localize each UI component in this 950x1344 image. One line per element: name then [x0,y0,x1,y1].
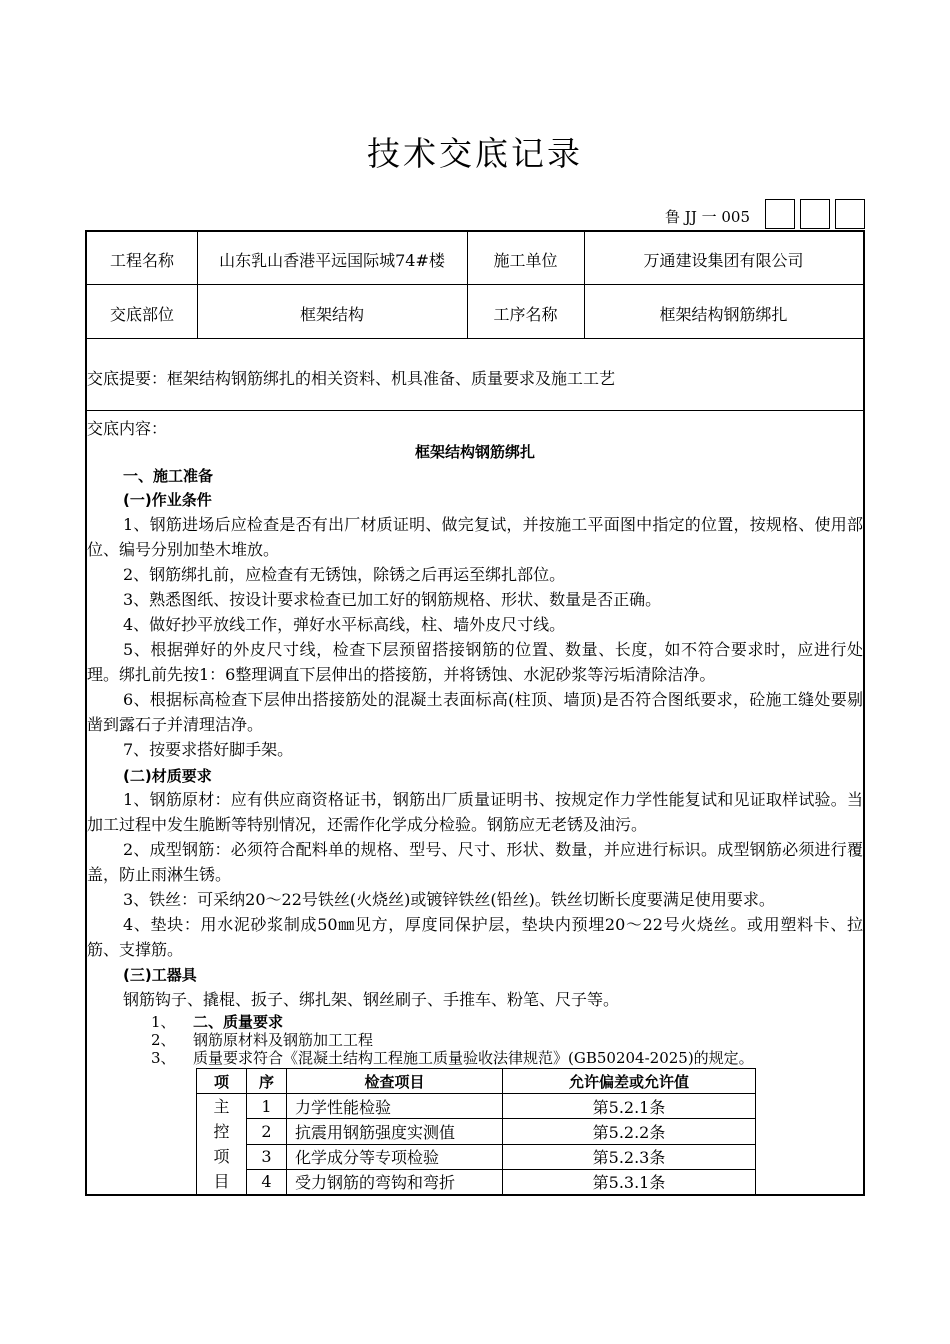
header-item: 检查项目 [287,1069,503,1094]
row-item: 化学成分等专项检验 [287,1144,503,1169]
content-heading: 框架结构钢筋绑扎 [414,443,535,461]
header-seq: 序 [247,1069,287,1094]
header-group: 项 [197,1069,247,1094]
process-label: 工序名称 [493,305,558,324]
subsection-heading-tools: (三)工器具 [123,966,197,984]
row-value: 第5.2.2条 [503,1119,756,1144]
row-number: 2 [247,1119,287,1144]
list-text-1: 二、质量要求 [193,1013,284,1031]
group-label: 主 控 项 目 [197,1094,247,1195]
project-name-label: 工程名称 [109,251,174,270]
table-row [197,1169,756,1194]
subsection-heading-materials: (二)材质要求 [123,767,212,785]
row-value: 第5.2.3条 [503,1144,756,1169]
table-header-row [197,1069,756,1094]
list-text-3: 质量要求符合《混凝土结构工程施工质量验收法律规范》(GB50204-2025)的规定。 [193,1049,754,1067]
row-item: 受力钢筋的弯钩和弯折 [287,1169,503,1194]
material-1: 1、钢筋原材：应有供应商资格证书，钢筋出厂质量证明书、按规定作力学性能复试和见证取样试验。当加工过程中发生脆断等特别情况，还需作化学成分检验。钢筋应无老锈及油污。 [87,790,863,834]
row-number: 3 [247,1144,287,1169]
table-row [197,1119,756,1144]
material-3: 3、铁丝：可采纳20～22号铁丝(火烧丝)或镀锌铁丝(铅丝)。铁丝切断长度要满足使用要求。 [123,890,775,909]
project-name-value: 山东乳山香港平远国际城74#楼 [219,251,445,270]
condition-3: 3、熟悉图纸、按设计要求检查已加工好的钢筋规格、形状、数量是否正确。 [123,590,662,609]
code-box-3 [835,199,865,229]
row-item: 力学性能检验 [287,1094,503,1119]
contractor-value: 万通建设集团有限公司 [643,251,804,270]
subsection-heading-conditions: (一)作业条件 [123,491,212,509]
condition-7: 7、按要求搭好脚手架。 [123,740,294,759]
tools-list: 钢筋钩子、撬棍、扳子、绑扎架、钢丝刷子、手推车、粉笔、尺子等。 [123,990,620,1009]
header-tolerance: 允许偏差或允许值 [503,1069,756,1094]
table-row [197,1144,756,1169]
table-row [197,1094,756,1119]
part-label: 交底部位 [109,305,174,324]
list-num-1: 1、 [151,1013,176,1031]
condition-6: 6、根据标高检查下层伸出搭接筋处的混凝土表面标高(柱顶、墙顶)是否符合图纸要求，砼施工缝处要剔凿到露石子并清理洁净。 [87,690,863,734]
code-box-1 [765,199,795,229]
material-4: 4、垫块：用水泥砂浆制成50㎜见方，厚度同保护层，垫块内预埋20～22号火烧丝。或用塑料卡、拉筋、支撑筋。 [87,915,863,959]
condition-2: 2、钢筋绑扎前，应检查有无锈蚀，除锈之后再运至绑扎部位。 [123,565,566,584]
code-box-2 [800,199,830,229]
page-title: 技术交底记录 [367,134,583,173]
condition-1: 1、钢筋进场后应检查是否有出厂材质证明、做完复试，并按施工平面图中指定的位置，按规格、使用部位、编号分别加垫木堆放。 [87,515,863,559]
inspection-table [196,1068,756,1195]
content-label: 交底内容： [87,419,168,438]
row-item: 抗震用钢筋强度实测值 [287,1119,503,1144]
condition-4: 4、做好抄平放线工作，弹好水平标高线，柱、墙外皮尺寸线。 [123,615,566,634]
condition-5: 5、根据弹好的外皮尺寸线，检查下层预留搭接钢筋的位置、数量、长度，如不符合要求时，应进行处理。绑扎前先按1：6整理调直下层伸出的搭接筋，并将锈蚀、水泥砂浆等污垢清除洁净。 [87,640,863,684]
row-value: 第5.3.1条 [503,1169,756,1194]
row-number: 1 [247,1094,287,1119]
row-value: 第5.2.1条 [503,1094,756,1119]
record-form [85,230,865,1196]
summary: 交底提要：框架结构钢筋绑扎的相关资料、机具准备、质量要求及施工工艺 [87,369,616,388]
list-num-2: 2、 [151,1031,176,1049]
document-code: 鲁 JJ 一 005 [665,208,750,226]
row-number: 4 [247,1169,287,1194]
section-heading-preparation: 一、施工准备 [123,467,214,485]
contractor-label: 施工单位 [493,251,558,270]
part-value: 框架结构 [299,305,364,324]
material-2: 2、成型钢筋：必须符合配料单的规格、型号、尺寸、形状、数量，并应进行标识。成型钢筋必须进行覆盖，防止雨淋生锈。 [87,840,863,884]
list-text-2: 钢筋原材料及钢筋加工工程 [193,1031,374,1049]
list-num-3: 3、 [151,1049,176,1067]
process-value: 框架结构钢筋绑扎 [659,305,788,324]
